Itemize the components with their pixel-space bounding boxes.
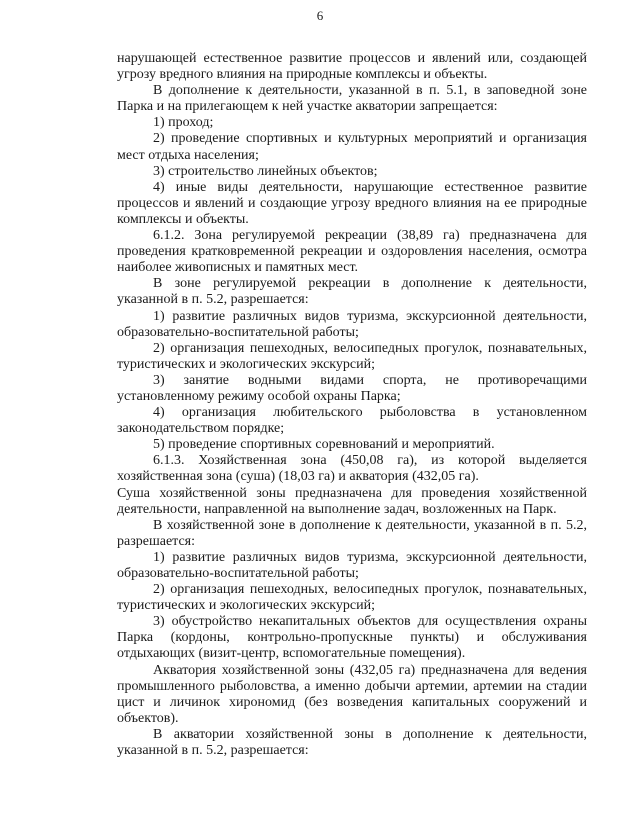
list-item: 3) строительство линейных объектов; [153, 163, 378, 179]
paragraph-prohibitions-intro: В дополнение к деятельности, указанной в п. 5.1, в заповедной зоне Парка и на прилегающем к ней участке акватории запрещается: [117, 83, 587, 115]
list-item: 2) организация пешеходных, велосипедных прогулок, познавательных, туристических и экологических экскурсий; [117, 582, 587, 614]
list-item: 1) развитие различных видов туризма, экскурсионной деятельности, образовательно-воспитательной работы; [117, 549, 587, 581]
page-number: 6 [316, 8, 324, 23]
paragraph-water-area-purpose: Акватория хозяйственной зоны (432,05 га) предназначена для ведения промышленного рыболовства, а именно добычи артемии, артемии на стадии цист и личинок хирономид (без возведения капитальных сооружений и объектов). [117, 662, 587, 726]
list-item: 2) проведение спортивных и культурных мероприятий и организация мест отдыха населения; [117, 131, 587, 163]
list-item: 3) занятие водными видами спорта, не противоречащими установленному режиму особой охраны Парка; [117, 372, 587, 404]
document-body [117, 51, 587, 759]
section-6-1-2: 6.1.2. Зона регулируемой рекреации (38,89 га) предназначена для проведения кратковременной рекреации и оздоровления населения, осмотра наиболее живописных и памятных мест. [117, 228, 587, 276]
paragraph-recreation-allowed-intro: В зоне регулируемой рекреации в дополнение к деятельности, указанной в п. 5.2, разрешается: [117, 276, 587, 308]
list-item: 5) проведение спортивных соревнований и мероприятий. [153, 437, 495, 453]
list-item: 1) развитие различных видов туризма, экскурсионной деятельности, образовательно-воспитательной работы; [117, 308, 587, 340]
list-item: 3) обустройство некапитальных объектов для осуществления охраны Парка (кордоны, контрольно-пропускные пункты) и обслуживания отдыхающих (визит-центр, вспомогательные помещения). [117, 614, 587, 662]
list-item: 2) организация пешеходных, велосипедных прогулок, познавательных, туристических и экологических экскурсий; [117, 340, 587, 372]
paragraph-economic-allowed-intro: В хозяйственной зоне в дополнение к деятельности, указанной в п. 5.2, разрешается: [117, 517, 587, 549]
paragraph-land-purpose: Суша хозяйственной зоны предназначена для проведения хозяйственной деятельности, направленной на выполнение задач, возложенных на Парк. [117, 485, 587, 517]
section-6-1-3: 6.1.3. Хозяйственная зона (450,08 га), из которой выделяется хозяйственная зона (суша) (18,03 га) и акватория (432,05 га). [117, 453, 587, 485]
list-item: 1) проход; [153, 115, 214, 131]
paragraph-continuation: нарушающей естественное развитие процессов и явлений или, создающей угрозу вредного влияния на природные комплексы и объекты. [117, 51, 587, 83]
paragraph-water-area-allowed-intro: В акватории хозяйственной зоны в дополнение к деятельности, указанной в п. 5.2, разрешается: [117, 726, 587, 759]
list-item: 4) организация любительского рыболовства в установленном законодательством порядке; [117, 405, 587, 437]
list-item: 4) иные виды деятельности, нарушающие естественное развитие процессов и явлений и создающие угрозу вредного влияния на ее природные комплексы и объекты. [117, 179, 587, 227]
